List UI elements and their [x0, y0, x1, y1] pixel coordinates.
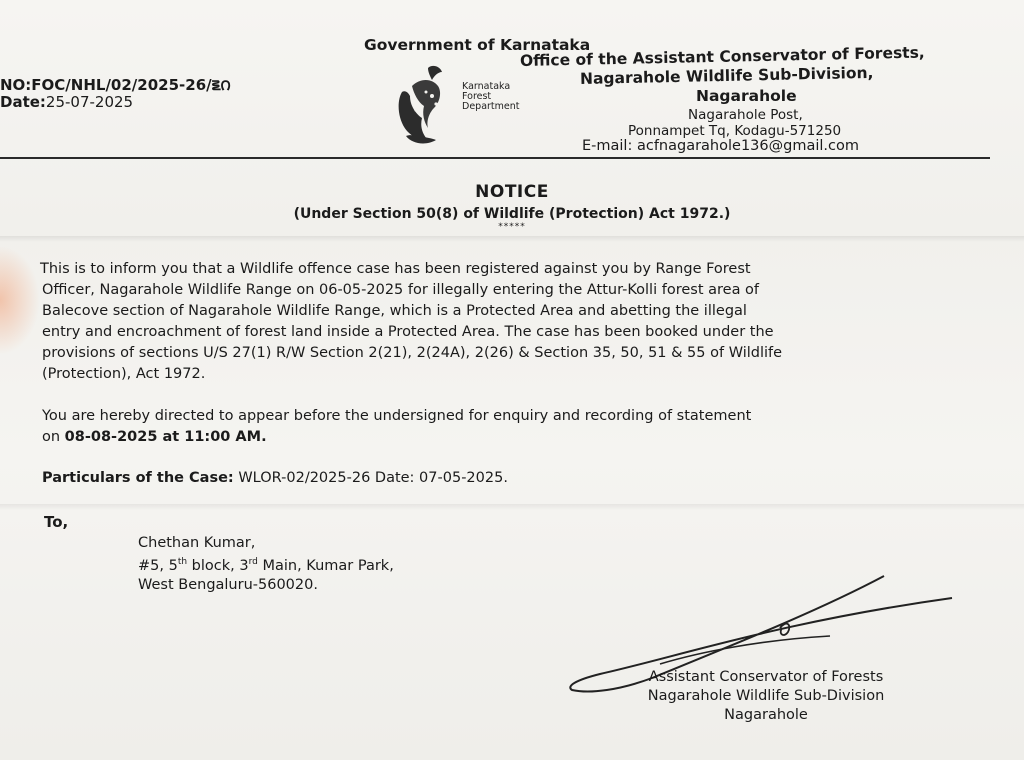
addr-part: block, 3 [187, 557, 249, 574]
reference-date [0, 93, 133, 111]
office-line-2: Nagarahole Wildlife Sub-Division, [579, 63, 874, 88]
logo-caption [462, 82, 520, 112]
title-stars: ***** [498, 222, 526, 232]
paragraph-line: Officer, Nagarahole Wildlife Range on 06-05-2025 for illegally entering the Attur-Kolli forest area of [42, 282, 760, 298]
paragraph-line: entry and encroachment of forest land inside a Protected Area. The case has been booked under the [42, 324, 774, 340]
recipient-address-line-2: West Bengaluru-560020. [138, 576, 318, 593]
office-email: E-mail: acfnagarahole136@gmail.com [582, 138, 859, 154]
logo-caption-line: Karnataka [462, 81, 511, 92]
signatory-block [616, 668, 916, 725]
paragraph-line: (Protection), Act 1972. [42, 366, 206, 382]
paragraph-line: Balecove section of Nagarahole Wildlife Range, which is a Protected Area and abetting the illegal [42, 303, 747, 319]
paragraph-line: This is to inform you that a Wildlife offence case has been registered against you by Range Forest [40, 261, 751, 277]
to-label: To, [44, 513, 69, 531]
particulars-label: Particulars of the Case: [42, 470, 234, 486]
signatory-title: Assistant Conservator of Forests [648, 669, 884, 685]
date-value: 25-07-2025 [45, 93, 134, 111]
addr-part: Main, Kumar Park, [257, 557, 394, 574]
paper-fold [0, 504, 1024, 510]
reference-number: NO:FOC/NHL/02/2025-26/౾౧ [0, 76, 231, 94]
paper-fold [0, 236, 1024, 242]
hearing-datetime: 08-08-2025 at 11:00 AM. [64, 429, 267, 445]
logo-caption-line: Forest [462, 91, 492, 102]
office-address-line-1: Nagarahole Post, [688, 107, 803, 123]
notice-title: NOTICE [475, 182, 549, 202]
signatory-place: Nagarahole [724, 707, 808, 723]
paragraph-line [42, 429, 267, 445]
addr-sup: rd [248, 557, 258, 567]
on-word: on [42, 429, 65, 445]
particulars-value: WLOR-02/2025-26 Date: 07-05-2025. [233, 470, 508, 486]
office-line-1: Office of the Assistant Conservator of Forests, [519, 43, 925, 70]
office-address-line-2: Ponnampet Tq, Kodagu-571250 [628, 123, 842, 139]
forest-department-logo-icon [392, 62, 450, 148]
government-name: Government of Karnataka [364, 36, 591, 54]
addr-part: #5, 5 [138, 557, 178, 574]
addr-sup: th [177, 557, 188, 567]
stain [0, 245, 40, 355]
signatory-division: Nagarahole Wildlife Sub-Division [647, 688, 885, 704]
notice-subtitle: (Under Section 50(8) of Wildlife (Protection) Act 1972.) [293, 206, 731, 222]
logo-caption-line: Department [462, 101, 520, 112]
case-particulars [42, 470, 508, 486]
office-line-3: Nagarahole [696, 87, 797, 105]
recipient-name: Chethan Kumar, [138, 535, 256, 551]
letterhead-divider [0, 157, 990, 159]
date-label: Date: [0, 93, 46, 111]
paragraph-line: provisions of sections U/S 27(1) R/W Section 2(21), 2(24A), 2(26) & Section 35, 50, 51 & 55 of Wildlife [42, 345, 783, 361]
paragraph-line: You are hereby directed to appear before the undersigned for enquiry and recording of statement [42, 408, 752, 424]
